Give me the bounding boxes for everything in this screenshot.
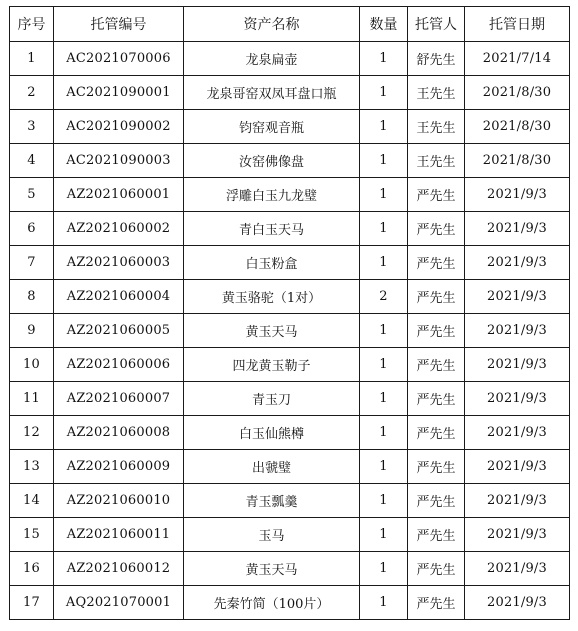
cell-custody-date: 2021/9/3 <box>465 586 570 620</box>
cell-quantity: 1 <box>360 518 408 552</box>
header-row <box>10 7 570 42</box>
cell-asset-name: 四龙黄玉勒子 <box>184 348 360 382</box>
cell-quantity: 1 <box>360 416 408 450</box>
cell-custody-date: 2021/8/30 <box>465 144 570 178</box>
cell-custody-date: 2021/9/3 <box>465 280 570 314</box>
cell-custody-date: 2021/9/3 <box>465 450 570 484</box>
cell-custodian: 严先生 <box>408 518 465 552</box>
cell-index: 5 <box>10 178 54 212</box>
cell-asset-name: 汝窑佛像盘 <box>184 144 360 178</box>
table-row <box>10 586 570 620</box>
cell-custodian: 严先生 <box>408 416 465 450</box>
header-quantity: 数量 <box>360 7 408 42</box>
table-row <box>10 76 570 110</box>
cell-custody-code: AC2021090003 <box>54 144 184 178</box>
cell-quantity: 1 <box>360 212 408 246</box>
cell-quantity: 1 <box>360 382 408 416</box>
cell-custody-code: AZ2021060004 <box>54 280 184 314</box>
table-row <box>10 280 570 314</box>
cell-custody-date: 2021/9/3 <box>465 178 570 212</box>
cell-index: 8 <box>10 280 54 314</box>
table-row <box>10 552 570 586</box>
cell-quantity: 1 <box>360 246 408 280</box>
cell-custody-code: AZ2021060001 <box>54 178 184 212</box>
cell-asset-name: 青玉瓢羹 <box>184 484 360 518</box>
cell-custodian: 严先生 <box>408 314 465 348</box>
cell-quantity: 1 <box>360 348 408 382</box>
cell-custody-code: AZ2021060012 <box>54 552 184 586</box>
cell-quantity: 1 <box>360 42 408 76</box>
cell-index: 14 <box>10 484 54 518</box>
cell-custody-code: AQ2021070001 <box>54 586 184 620</box>
cell-custody-date: 2021/9/3 <box>465 246 570 280</box>
cell-index: 11 <box>10 382 54 416</box>
table-row <box>10 382 570 416</box>
cell-custody-code: AZ2021060009 <box>54 450 184 484</box>
table-row <box>10 246 570 280</box>
table-row <box>10 212 570 246</box>
cell-asset-name: 白玉仙熊樽 <box>184 416 360 450</box>
cell-custody-date: 2021/7/14 <box>465 42 570 76</box>
header-custody-date: 托管日期 <box>465 7 570 42</box>
cell-custodian: 舒先生 <box>408 42 465 76</box>
asset-custody-table <box>9 6 570 620</box>
cell-custody-date: 2021/9/3 <box>465 348 570 382</box>
cell-quantity: 1 <box>360 76 408 110</box>
table-row <box>10 416 570 450</box>
cell-asset-name: 青玉刀 <box>184 382 360 416</box>
cell-custody-date: 2021/9/3 <box>465 518 570 552</box>
cell-custody-date: 2021/9/3 <box>465 416 570 450</box>
cell-asset-name: 出虢璧 <box>184 450 360 484</box>
header-index: 序号 <box>10 7 54 42</box>
cell-custody-code: AZ2021060006 <box>54 348 184 382</box>
cell-custody-date: 2021/9/3 <box>465 484 570 518</box>
table-row <box>10 450 570 484</box>
cell-index: 4 <box>10 144 54 178</box>
cell-custody-code: AZ2021060011 <box>54 518 184 552</box>
table-body <box>10 42 570 620</box>
cell-quantity: 1 <box>360 144 408 178</box>
cell-custody-code: AZ2021060007 <box>54 382 184 416</box>
cell-custodian: 严先生 <box>408 280 465 314</box>
cell-quantity: 1 <box>360 552 408 586</box>
cell-custody-date: 2021/9/3 <box>465 212 570 246</box>
cell-custody-date: 2021/9/3 <box>465 552 570 586</box>
cell-index: 13 <box>10 450 54 484</box>
cell-asset-name: 钧窑观音瓶 <box>184 110 360 144</box>
cell-custodian: 严先生 <box>408 484 465 518</box>
cell-index: 10 <box>10 348 54 382</box>
cell-custody-code: AZ2021060002 <box>54 212 184 246</box>
table-row <box>10 178 570 212</box>
cell-asset-name: 龙泉哥窑双凤耳盘口瓶 <box>184 76 360 110</box>
cell-index: 15 <box>10 518 54 552</box>
cell-quantity: 1 <box>360 450 408 484</box>
cell-custodian: 王先生 <box>408 76 465 110</box>
table-row <box>10 484 570 518</box>
cell-custody-code: AC2021090002 <box>54 110 184 144</box>
cell-quantity: 1 <box>360 586 408 620</box>
cell-asset-name: 龙泉扁壶 <box>184 42 360 76</box>
cell-asset-name: 黄玉骆驼（1对） <box>184 280 360 314</box>
cell-index: 12 <box>10 416 54 450</box>
table-row <box>10 144 570 178</box>
header-custody-code: 托管编号 <box>54 7 184 42</box>
cell-custody-code: AC2021090001 <box>54 76 184 110</box>
cell-custodian: 严先生 <box>408 552 465 586</box>
cell-quantity: 1 <box>360 110 408 144</box>
cell-index: 1 <box>10 42 54 76</box>
cell-asset-name: 浮雕白玉九龙璧 <box>184 178 360 212</box>
cell-index: 3 <box>10 110 54 144</box>
cell-asset-name: 黄玉天马 <box>184 314 360 348</box>
table-header <box>10 7 570 42</box>
table-row <box>10 314 570 348</box>
cell-asset-name: 玉马 <box>184 518 360 552</box>
table-row <box>10 518 570 552</box>
cell-custody-code: AZ2021060008 <box>54 416 184 450</box>
cell-custodian: 王先生 <box>408 144 465 178</box>
cell-index: 16 <box>10 552 54 586</box>
cell-index: 7 <box>10 246 54 280</box>
cell-index: 17 <box>10 586 54 620</box>
cell-index: 2 <box>10 76 54 110</box>
cell-asset-name: 青白玉天马 <box>184 212 360 246</box>
cell-quantity: 2 <box>360 280 408 314</box>
cell-quantity: 1 <box>360 484 408 518</box>
cell-custody-code: AC2021070006 <box>54 42 184 76</box>
cell-custody-code: AZ2021060005 <box>54 314 184 348</box>
cell-custody-date: 2021/8/30 <box>465 76 570 110</box>
header-custodian: 托管人 <box>408 7 465 42</box>
cell-custodian: 王先生 <box>408 110 465 144</box>
cell-asset-name: 先秦竹简（100片） <box>184 586 360 620</box>
cell-custody-code: AZ2021060003 <box>54 246 184 280</box>
table-row <box>10 42 570 76</box>
cell-custody-date: 2021/8/30 <box>465 110 570 144</box>
cell-custody-date: 2021/9/3 <box>465 382 570 416</box>
header-asset-name: 资产名称 <box>184 7 360 42</box>
table-row <box>10 110 570 144</box>
cell-custodian: 严先生 <box>408 382 465 416</box>
table-row <box>10 348 570 382</box>
cell-custodian: 严先生 <box>408 586 465 620</box>
cell-quantity: 1 <box>360 314 408 348</box>
asset-custody-table-wrapper <box>9 6 570 620</box>
cell-custody-date: 2021/9/3 <box>465 314 570 348</box>
cell-custodian: 严先生 <box>408 246 465 280</box>
cell-index: 9 <box>10 314 54 348</box>
cell-custodian: 严先生 <box>408 450 465 484</box>
cell-asset-name: 黄玉天马 <box>184 552 360 586</box>
cell-quantity: 1 <box>360 178 408 212</box>
cell-custodian: 严先生 <box>408 212 465 246</box>
cell-asset-name: 白玉粉盒 <box>184 246 360 280</box>
cell-custodian: 严先生 <box>408 178 465 212</box>
cell-index: 6 <box>10 212 54 246</box>
cell-custody-code: AZ2021060010 <box>54 484 184 518</box>
cell-custodian: 严先生 <box>408 348 465 382</box>
